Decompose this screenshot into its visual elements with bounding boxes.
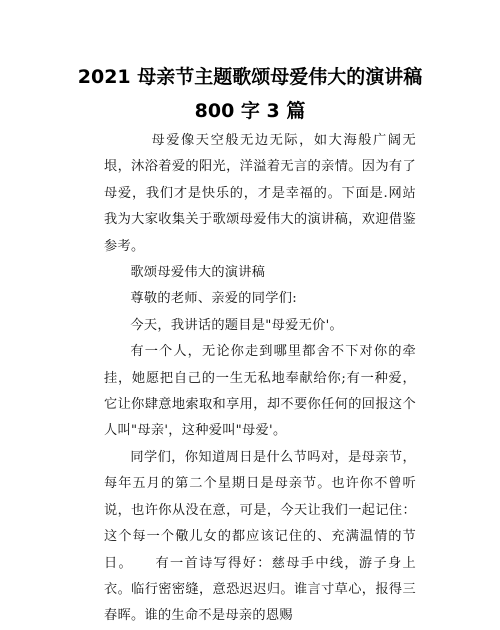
- title-line-2: 800 字 3 篇: [194, 100, 306, 122]
- salutation: 尊敬的老师、亲爱的同学们:: [130, 291, 297, 307]
- body-paragraph-2: 同学们，你知道周日是什么节吗对，是母亲节，每年五月的第二个星期日是母亲节。也许你不曾听说，也许你从没在意，可是，今天让我们一起记住：这个每一个儆儿女的都应该记住的、充满温情的节日。 有一首诗写得好：慈母手中线，游子身上衣。临行密密缝，意恐迟迟归。谁言寸草心，报得三春晖。谁的生命不是母亲的恩赐: [104, 449, 416, 624]
- topic-paragraph: 今天，我讲话的题目是"母爱无价'。: [130, 317, 343, 333]
- document-title: [0, 62, 500, 126]
- body-paragraph-1: 有一个人，无论你走到哪里都舍不下对你的牵挂，她愿把自己的一生无私地奉献给你;有一种爱，它让你肆意地索取和享用，却不要你任何的回报这个人叫"母亲'，这种爱叫"母爱'。: [104, 344, 416, 439]
- speech-heading: 歌颂母爱伟大的演讲稿: [130, 265, 266, 281]
- document-body: [104, 128, 416, 630]
- title-line-1: 2021 母亲节主题歌颂母爱伟大的演讲稿: [77, 66, 423, 88]
- intro-paragraph: 母爱像天空般无边无际，如大海般广阔无垠，沐浴着爱的阳光，洋溢着无言的亲情。因为有了母爱，我们才是快乐的，才是幸福的。下面是.网站我为大家收集关于歌颂母爱伟大的演讲稿，欢迎借鉴参考。: [104, 133, 416, 254]
